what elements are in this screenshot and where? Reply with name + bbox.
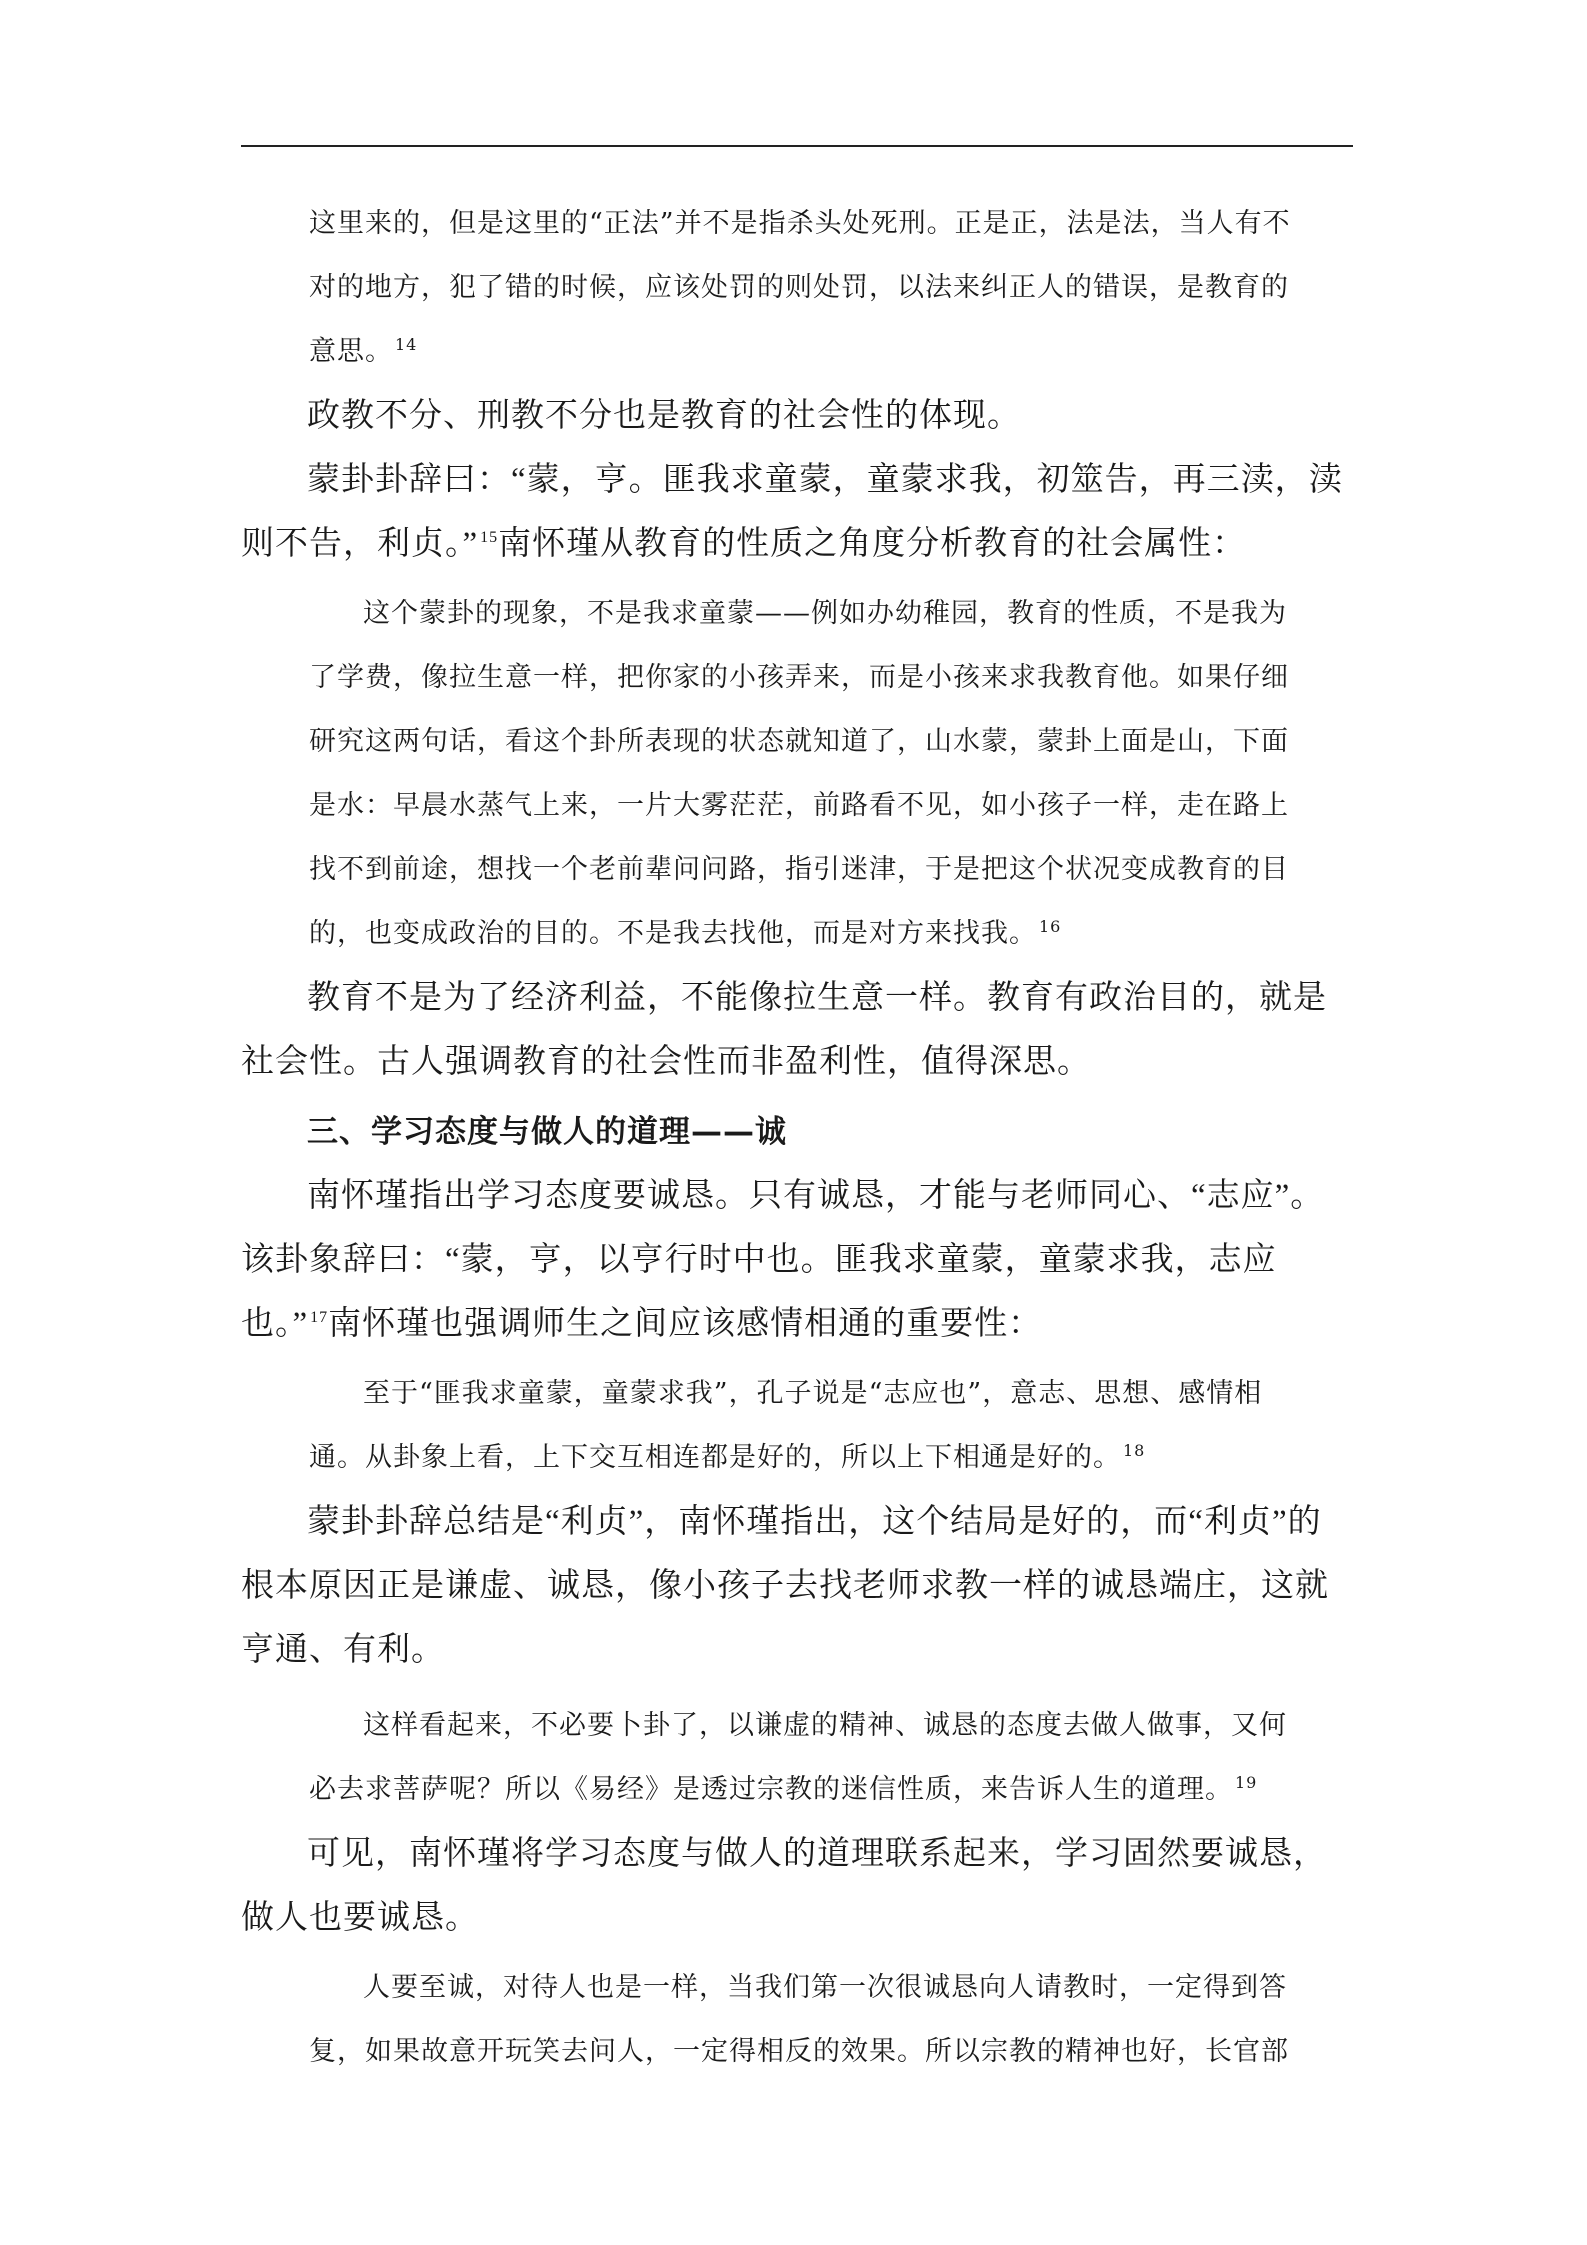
body-paragraph	[241, 448, 1353, 576]
body-paragraph: 政教不分、刑教不分也是教育的社会性的体现。	[307, 398, 1021, 434]
footnote-ref: 19	[1235, 1773, 1258, 1792]
quote-text: 这样看起来，不必要卜卦了，以谦虚的精神、诚恳的态度去做人做事，又何必去求菩萨呢？所以《易经》是透过宗教的迷信性质，来告诉人生的道理。	[309, 1710, 1287, 1805]
paragraph-text: 蒙卦卦辞曰：“蒙，亨。匪我求童蒙，童蒙求我，初筮告，再三渎，渎则不告，利贞。”	[241, 462, 1343, 562]
footnote-ref: 17	[310, 1309, 329, 1326]
block-quote	[241, 1362, 1353, 1490]
paragraph-text: 南怀瑾也强调师生之间应该感情相通的重要性：	[328, 1306, 1043, 1342]
body-paragraph: 可见，南怀瑾将学习态度与做人的道理联系起来，学习固然要诚恳，做人也要诚恳。	[241, 1836, 1327, 1936]
footnote-ref: 18	[1123, 1441, 1146, 1460]
block-quote	[241, 1694, 1353, 1822]
footnote-ref: 15	[480, 529, 499, 546]
quote-text: 人要至诚，对待人也是一样，当我们第一次很诚恳向人请教时，一定得到答复，如果故意开玩笑去问人，一定得相反的效果。所以宗教的精神也好，长官部	[309, 1972, 1289, 2067]
block-quote	[241, 582, 1353, 966]
spacer	[241, 1682, 1353, 1694]
block-quote	[241, 1956, 1353, 2084]
footnote-ref: 14	[395, 335, 418, 354]
block-quote-continued	[241, 192, 1353, 384]
body-paragraph	[241, 1164, 1353, 1356]
page-content	[241, 192, 1353, 2084]
quote-text: 这个蒙卦的现象，不是我求童蒙——例如办幼稚园，教育的性质，不是我为了学费，像拉生意一样，把你家的小孩弄来，而是小孩来求我教育他。如果仔细研究这两句话，看这个卦所表现的状态就知道了，山水蒙，蒙卦上面是山，下面是水：早晨水蒸气上来，一片大雾茫茫，前路看不见，如小孩子一样，走在路上找不到前途，想找一个老前辈问问路，指引迷津，于是把这个状况变成教育的目的，也变成政治的目的。不是我去找他，而是对方来找我。	[309, 598, 1289, 949]
footnote-ref: 16	[1039, 917, 1062, 936]
quote-text: 这里来的，但是这里的“正法”并不是指杀头处死刑。正是正，法是法，当人有不对的地方，犯了错的时候，应该处罚的则处罚，以法来纠正人的错误，是教育的意思。	[309, 208, 1291, 367]
section-heading: 三、学习态度与做人的道理——诚	[307, 1114, 787, 1150]
quote-text: 至于“匪我求童蒙，童蒙求我”，孔子说是“志应也”，意志、思想、感情相通。从卦象上看，上下交互相连都是好的，所以上下相通是好的。	[309, 1378, 1263, 1473]
body-paragraph: 教育不是为了经济利益，不能像拉生意一样。教育有政治目的，就是社会性。古人强调教育的社会性而非盈利性，值得深思。	[241, 980, 1327, 1080]
paragraph-text: 南怀瑾从教育的性质之角度分析教育的社会属性：	[498, 526, 1247, 562]
paragraph-text: 南怀瑾指出学习态度要诚恳。只有诚恳，才能与老师同心、“志应”。该卦象辞曰：“蒙，亨，以亨行时中也。匪我求童蒙，童蒙求我，志应也。”	[241, 1178, 1325, 1342]
body-paragraph: 蒙卦卦辞总结是“利贞”，南怀瑾指出，这个结局是好的，而“利贞”的根本原因正是谦虚、诚恳，像小孩子去找老师求教一样的诚恳端庄，这就亨通、有利。	[241, 1504, 1329, 1668]
header-rule	[241, 145, 1353, 147]
